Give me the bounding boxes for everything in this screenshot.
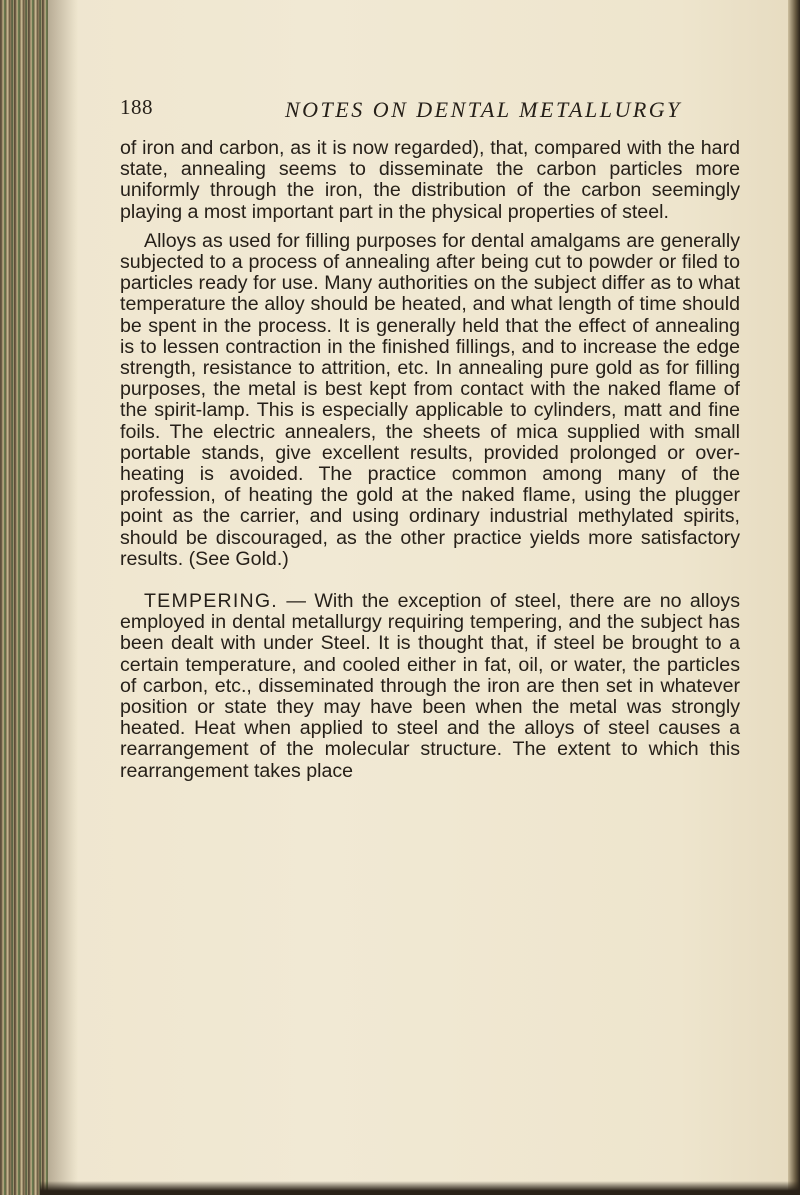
paragraph-tempering bbox=[120, 591, 740, 782]
spine-shadow bbox=[48, 0, 78, 1195]
page-header bbox=[120, 95, 740, 125]
paragraph-alloys-annealing: Alloys as used for filling purposes for dental amalgams are generally subjected to a process of annealing after being cut to powder or filed to particles ready for use. Many authorities on the subject differ as to what temperature the alloy should be heated, and what length of time should be spent in the process. It is generally held that the effect of annealing is to lessen contraction in the finished fillings, and to increase the edge strength, resistance to attrition, etc. In annealing pure gold as for filling purposes, the metal is best kept from contact with the naked flame of the spirit-lamp. This is especially applicable to cylinders, matt and fine foils. The electric annealers, the sheets of mica supplied with small portable stands, give excellent results, provided prolonged or over-heating is avoided. The practice common among many of the profession, of heating the gold at the naked flame, using the plugger point as the carrier, and using ordinary industrial methylated spirits, should be discouraged, as the other practice yields more satisfactory results. (See Gold.) bbox=[120, 229, 740, 570]
page-right-edge bbox=[788, 0, 800, 1195]
page-bottom-edge bbox=[40, 1181, 800, 1195]
paragraph-continued: of iron and carbon, as it is now regarded), that, compared with the hard state, annealing seems to disseminate the carbon particles more uniformly through the iron, the distribution of the carbon seemingly playing a most important part in the physical properties of steel. bbox=[120, 137, 740, 223]
heading-dash: — bbox=[277, 590, 315, 613]
page-number: 188 bbox=[120, 95, 153, 119]
book-spine bbox=[0, 0, 48, 1195]
tempering-body: With the exception of steel, there are no alloys employed in dental metallurgy requiring tempering, and the subject has been dealt with under Steel. It is thought that, if steel be brought to a certain temperature, and cooled either in fat, oil, or water, the particles of carbon, etc., disseminated through the iron are then set in whatever position or state they may have been when the metal was strongly heated. Heat when applied to steel and the alloys of steel causes a rearrangement of the molecular structure. The extent to which this rearrangement takes place bbox=[120, 590, 740, 782]
body-text bbox=[120, 138, 740, 782]
section-heading-tempering: TEMPERING. bbox=[144, 590, 278, 613]
running-title: NOTES ON DENTAL METALLURGY bbox=[285, 97, 682, 122]
